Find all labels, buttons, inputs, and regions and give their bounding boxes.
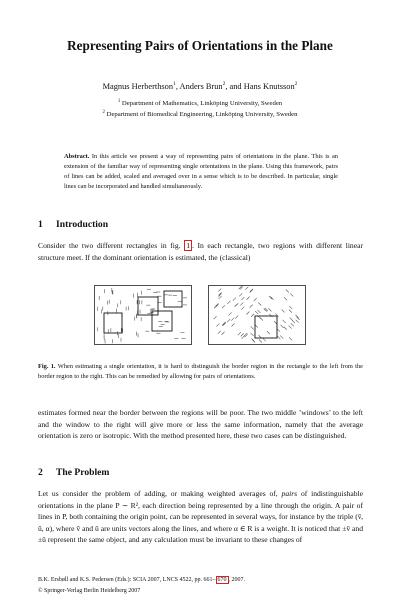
- author-affil-mark: 1: [173, 81, 176, 87]
- footer-text: B.K. Ersbøll and K.S. Pedersen (Eds.): SCIA 2007, LNCS 4522, pp. 661–: [38, 577, 216, 583]
- affiliation-text: Department of Biomedical Engineering, Linköping University, Sweden: [106, 111, 298, 119]
- caption-text: When estimating a single orientation, it is hard to distinguish the border region in the rectangle to the left from the border region to the right. This can be remedied by allowing for pairs of orientations.: [38, 363, 363, 380]
- affiliation: [0, 99, 400, 107]
- author-name: Anders Brun: [179, 81, 223, 91]
- body-paragraph: [38, 488, 363, 546]
- body-paragraph: estimates formed near the border between the regions will be poor. The two middle ’windows’ to the left and the window to the right will give more or less the same information, namely that the average orientation is zero or isotropic. With the method presented here, these two cases can be distinguished.: [38, 408, 363, 440]
- affiliation: [0, 110, 400, 118]
- abstract-label: Abstract.: [64, 153, 90, 160]
- abstract: [64, 152, 338, 192]
- section-heading: [38, 467, 109, 478]
- section-number: 1: [38, 219, 43, 230]
- author-name: Magnus Herberthson: [102, 81, 174, 91]
- affiliation-mark: 1: [117, 99, 121, 104]
- figure-left-rectangle: [94, 285, 192, 345]
- section-number: 2: [38, 467, 43, 478]
- figure-caption: [38, 362, 363, 381]
- publication-info: [38, 577, 245, 583]
- page-range-link[interactable]: 670: [217, 577, 227, 583]
- emphasis: pairs: [281, 489, 298, 498]
- paragraph-text: Consider the two different rectangles in fig.: [38, 241, 181, 250]
- figure-right-rectangle: [208, 285, 306, 345]
- figure-label: Fig. 1.: [38, 363, 56, 370]
- author-separator: , and: [225, 81, 244, 91]
- author-affil-mark: 2: [222, 81, 226, 87]
- section-title: The Problem: [56, 467, 110, 478]
- copyright-line: © Springer-Verlag Berlin Heidelberg 2007: [38, 588, 141, 594]
- paragraph-text: of indistinguishable orientations in the plane P ∼ R², each direction being represented by a line through the origin. A pair of lines in P, both containing the origin point, can be represented in several ways, for instance by the triple (v̂, û, α), where v̂ and û are units vectors along the lines, and where α ∈ R is a weight. It is noticed that ±v̂ and ±û represent the same object, and any calculation must be invariant to these changes of: [38, 489, 363, 544]
- paragraph-text: Let us consider the problem of adding, or making weighted averages of,: [38, 489, 278, 498]
- footer-text: , 2007.: [228, 577, 245, 583]
- author-affil-mark: 2: [294, 81, 298, 87]
- figure-reference-link[interactable]: 1: [186, 241, 190, 250]
- affiliation-text: Department of Mathematics, Linköping University, Sweden: [121, 100, 283, 108]
- affiliation-mark: 2: [102, 110, 105, 115]
- author-name: Hans Knutsson: [243, 81, 295, 91]
- author-list: [0, 81, 400, 91]
- section-title: Introduction: [56, 219, 109, 230]
- paragraph-text: . In each rectangle, two regions with different linear structure meet. If the dominant orientation is estimated, the (classical): [38, 241, 364, 262]
- section-heading: [38, 219, 108, 230]
- abstract-text: In this article we present a way of representing pairs of orientations in the plane. This is an extension of the familiar way of representing single orientations in the plane. Using this framework, pairs of lines can be added, scaled and averaged over in a sense which is to be described. In particular, single lines can be incorporated and handled simultaneously.: [64, 153, 338, 190]
- paper-title: Representing Pairs of Orientations in the Plane: [67, 38, 333, 53]
- author-separator: ,: [175, 81, 180, 91]
- body-paragraph: [38, 240, 363, 263]
